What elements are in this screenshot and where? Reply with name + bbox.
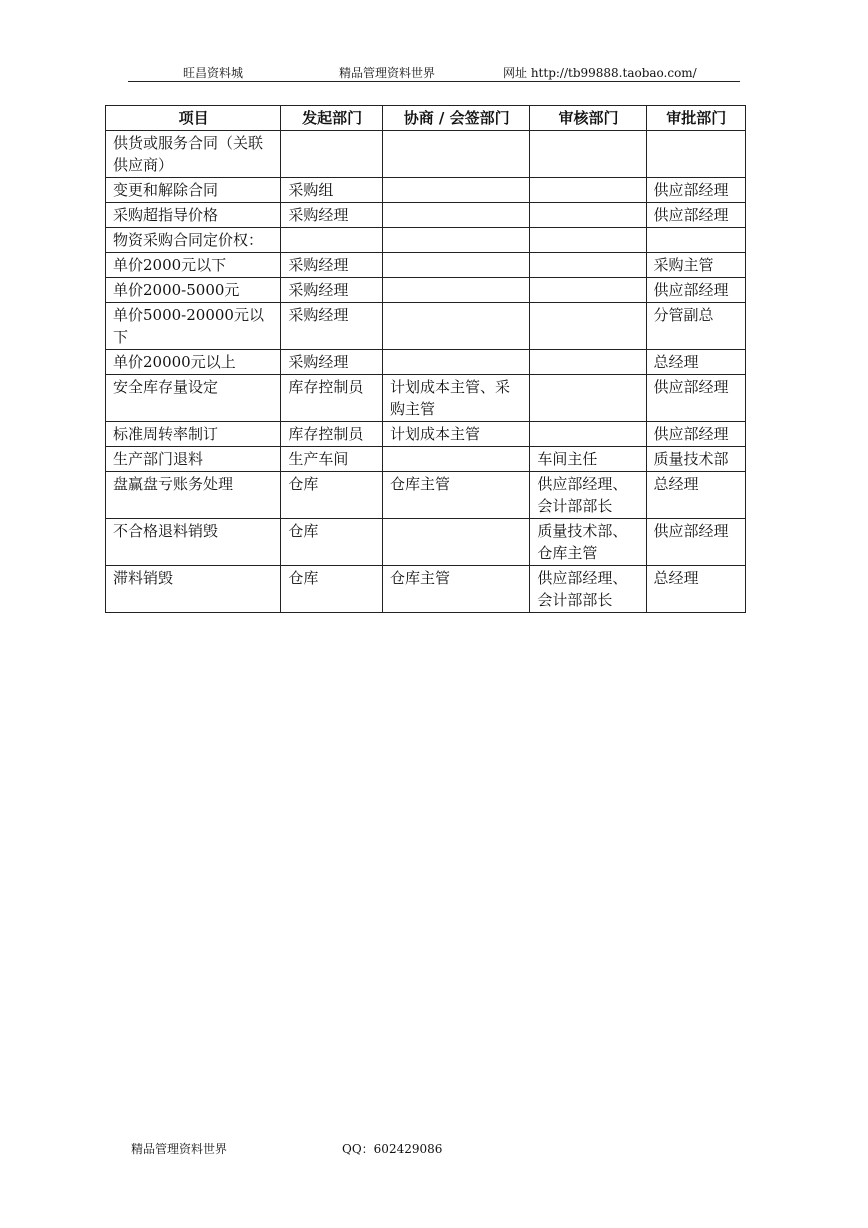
column-header-initiator: 发起部门 [281,106,383,131]
table-row [106,472,746,519]
cell-approval: 总经理 [646,472,745,519]
cell-initiator: 仓库 [281,472,383,519]
cell-consult [382,350,529,375]
cell-review: 质量技术部、仓库主管 [530,519,646,566]
cell-review [530,131,646,178]
table-row [106,203,746,228]
cell-item: 单价2000元以下 [106,253,281,278]
cell-item: 单价20000元以上 [106,350,281,375]
cell-consult: 仓库主管 [382,472,529,519]
table-row [106,131,746,178]
cell-consult: 仓库主管 [382,566,529,613]
cell-approval: 质量技术部 [646,447,745,472]
cell-approval: 供应部经理 [646,178,745,203]
cell-initiator: 采购经理 [281,203,383,228]
cell-approval: 供应部经理 [646,375,745,422]
cell-consult [382,519,529,566]
cell-item: 单价5000-20000元以下 [106,303,281,350]
cell-approval: 供应部经理 [646,203,745,228]
cell-consult [382,203,529,228]
table-row [106,519,746,566]
cell-approval: 总经理 [646,350,745,375]
table-row [106,278,746,303]
footer-slogan: 精品管理资料世界 [131,1142,228,1156]
approval-matrix-table [105,105,746,613]
table-row [106,350,746,375]
cell-review: 供应部经理、会计部部长 [530,566,646,613]
header-url: 网址 http://tb99888.taobao.com/ [503,66,697,80]
cell-approval: 供应部经理 [646,278,745,303]
cell-review [530,253,646,278]
cell-approval [646,228,745,253]
cell-review [530,203,646,228]
column-header-approval: 审批部门 [646,106,745,131]
cell-item: 滞料销毁 [106,566,281,613]
table-row [106,375,746,422]
cell-review: 车间主任 [530,447,646,472]
cell-approval: 供应部经理 [646,519,745,566]
cell-item: 采购超指导价格 [106,203,281,228]
cell-approval: 采购主管 [646,253,745,278]
cell-review: 供应部经理、会计部部长 [530,472,646,519]
cell-consult: 计划成本主管 [382,422,529,447]
table-header-row [106,106,746,131]
table-row [106,566,746,613]
column-header-review: 审核部门 [530,106,646,131]
cell-initiator: 采购组 [281,178,383,203]
cell-item: 物资采购合同定价权： [106,228,281,253]
cell-initiator [281,228,383,253]
cell-review [530,350,646,375]
cell-item: 不合格退料销毁 [106,519,281,566]
table-row [106,422,746,447]
cell-consult [382,447,529,472]
cell-review [530,303,646,350]
cell-consult [382,131,529,178]
cell-initiator: 仓库 [281,519,383,566]
cell-initiator: 仓库 [281,566,383,613]
column-header-consult: 协商 / 会签部门 [382,106,529,131]
cell-initiator: 采购经理 [281,350,383,375]
column-header-item: 项目 [106,106,281,131]
cell-consult [382,278,529,303]
cell-review [530,422,646,447]
cell-initiator: 采购经理 [281,278,383,303]
table-row [106,447,746,472]
cell-item: 单价2000-5000元 [106,278,281,303]
cell-consult [382,178,529,203]
cell-initiator: 库存控制员 [281,422,383,447]
cell-review [530,178,646,203]
footer-qq: QQ：602429086 [342,1142,443,1156]
cell-initiator: 生产车间 [281,447,383,472]
table-row [106,178,746,203]
cell-item: 供货或服务合同（关联供应商） [106,131,281,178]
cell-initiator [281,131,383,178]
header-site-name: 旺昌资料城 [183,66,244,80]
cell-approval [646,131,745,178]
table-row [106,303,746,350]
cell-item: 标准周转率制订 [106,422,281,447]
page-footer [131,1140,443,1157]
cell-item: 安全库存量设定 [106,375,281,422]
cell-initiator: 采购经理 [281,303,383,350]
cell-item: 生产部门退料 [106,447,281,472]
cell-consult [382,303,529,350]
cell-review [530,375,646,422]
cell-item: 盘赢盘亏账务处理 [106,472,281,519]
cell-approval: 总经理 [646,566,745,613]
cell-item: 变更和解除合同 [106,178,281,203]
cell-approval: 供应部经理 [646,422,745,447]
page-header [128,60,740,82]
table-row [106,228,746,253]
table-row [106,253,746,278]
header-slogan: 精品管理资料世界 [339,66,436,80]
cell-review [530,228,646,253]
cell-consult [382,253,529,278]
cell-review [530,278,646,303]
cell-approval: 分管副总 [646,303,745,350]
cell-initiator: 采购经理 [281,253,383,278]
cell-consult: 计划成本主管、采购主管 [382,375,529,422]
cell-initiator: 库存控制员 [281,375,383,422]
cell-consult [382,228,529,253]
